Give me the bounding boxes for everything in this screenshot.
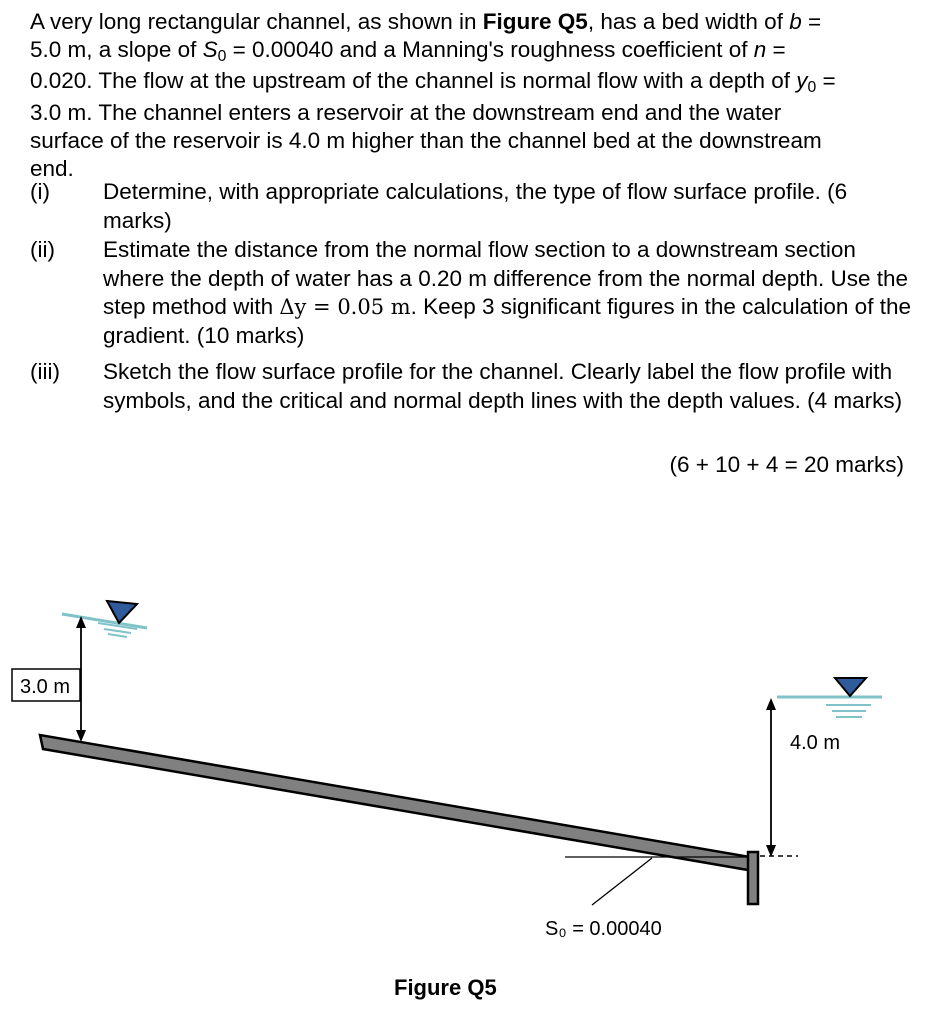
question-number: (i) (30, 179, 50, 204)
text: = 0.00040 and a Manning's roughness coefficient of (226, 37, 754, 63)
slope-diagonal-line (592, 858, 652, 905)
symbol-s: S (202, 37, 218, 63)
text: A very long rectangular channel, as shown in (30, 9, 483, 34)
symbol-n: n (753, 37, 767, 63)
text: 0.020. The flow at the upstream of the channel is normal flow with a depth of (30, 68, 797, 94)
text: . Keep 3 significant figures in the calculation of the gradient. (10 marks) (103, 294, 911, 348)
symbol-y: y (796, 68, 808, 94)
text: 5.0 m, a slope of (30, 37, 203, 63)
question-number: (iii) (30, 359, 60, 384)
upstream-water-mark (104, 629, 131, 633)
subscript: 0 (217, 47, 227, 65)
math-expression: Δy = 0.05 m (279, 295, 411, 320)
text: = (766, 37, 786, 63)
slope-label: S₀ = 0.00040 (545, 918, 662, 940)
subscript: 0 (807, 78, 817, 96)
upstream-water-surface (62, 614, 147, 628)
text: Estimate the distance from the normal flow section to a downstream section where the depth of water has a 0.20 m difference from the normal depth. Use the step method with (103, 237, 909, 320)
channel-end-wall (748, 852, 758, 904)
water-level-triangle-icon (835, 678, 866, 696)
figure-caption: Figure Q5 (394, 975, 497, 1000)
channel-bed (40, 735, 750, 870)
text: = (801, 9, 822, 34)
text: = (816, 68, 836, 94)
question-number: (ii) (30, 237, 55, 262)
arrow-head-down (766, 845, 776, 857)
arrow-head-up (766, 698, 776, 710)
upstream-water-mark (108, 634, 127, 637)
text: surface of the reservoir is 4.0 m higher than the channel bed at the downstream (30, 127, 822, 153)
water-level-triangle-icon (107, 601, 137, 623)
text: 3.0 m. The channel enters a reservoir at the downstream end and the water (30, 99, 782, 125)
reservoir-depth-label: 4.0 m (790, 732, 841, 754)
question-text: Sketch the flow surface profile for the channel. Clearly label the flow profile with symbols, and the critical and normal depth lines with the depth values. (4 marks) (103, 359, 903, 413)
upstream-depth-label: 3.0 m (20, 676, 71, 698)
text: end. (30, 156, 74, 182)
total-marks: (6 + 10 + 4 = 20 marks) (669, 452, 904, 477)
symbol-b: b (789, 9, 802, 34)
figure-reference: Figure Q5 (482, 9, 588, 34)
text: , has a bed width of (587, 9, 790, 34)
question-text: Determine, with appropriate calculations, the type of flow surface profile. (6 marks) (103, 179, 848, 233)
